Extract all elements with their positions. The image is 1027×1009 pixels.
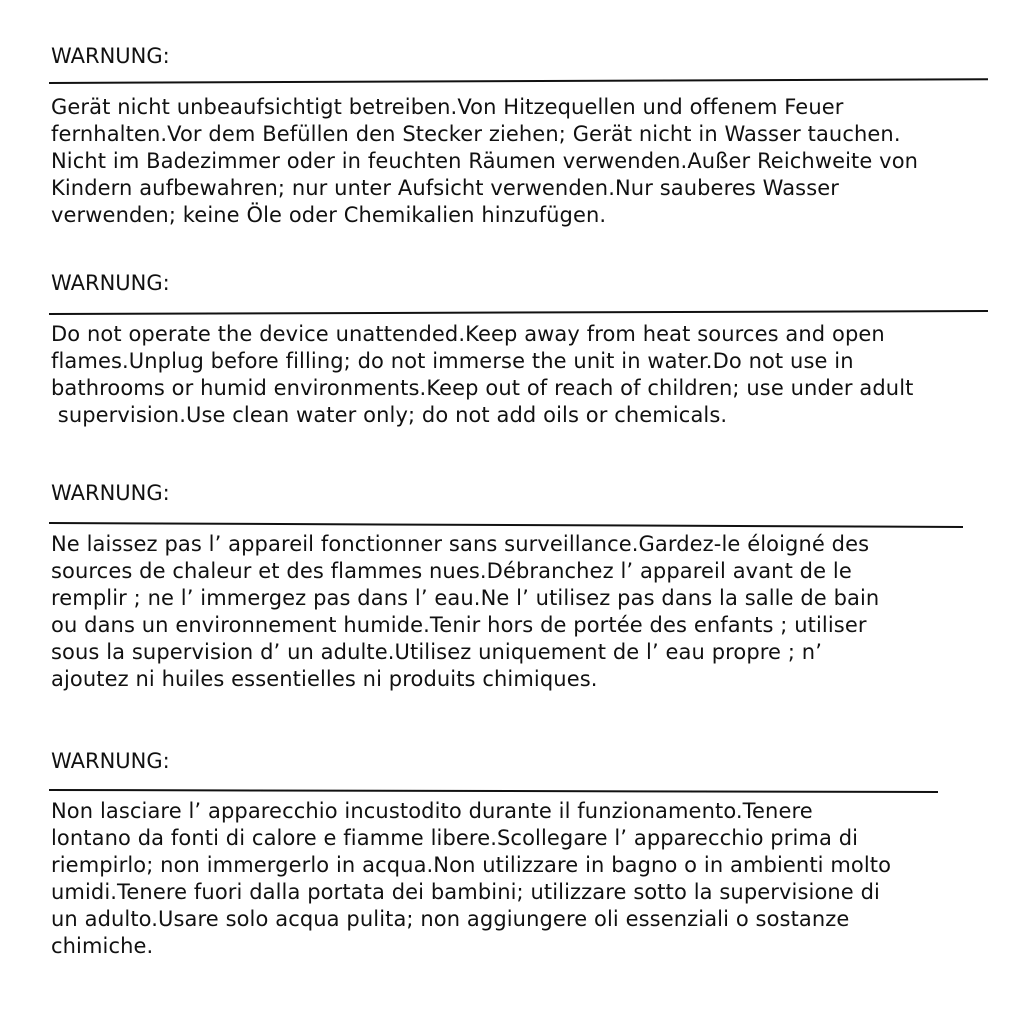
warning-heading: WARNUNG: — [51, 749, 170, 773]
divider-line — [49, 522, 963, 528]
warning-text — [51, 321, 913, 429]
text-line: sous la supervision d’ un adulte.Utilisez uniquement de l’ eau propre ; n’ — [51, 640, 822, 664]
text-line: umidi.Tenere fuori dalla portata dei bambini; utilizzare sotto la supervisione di — [51, 880, 880, 904]
text-line: Non lasciare l’ apparecchio incustodito durante il funzionamento.Tenere — [51, 799, 813, 823]
divider-line — [49, 78, 988, 84]
warning-heading: WARNUNG: — [51, 44, 170, 68]
text-line: supervision.Use clean water only; do not add oils or chemicals. — [51, 403, 728, 427]
warning-heading: WARNUNG: — [51, 271, 170, 295]
warning-heading: WARNUNG: — [51, 481, 170, 505]
warning-text — [51, 94, 918, 229]
text-line: ou dans un environnement humide.Tenir hors de portée des enfants ; utiliser — [51, 613, 867, 637]
text-line: bathrooms or humid environments.Keep out of reach of children; use under adult — [51, 376, 914, 400]
warning-text — [51, 798, 891, 960]
text-line: fernhalten.Vor dem Befüllen den Stecker ziehen; Gerät nicht in Wasser tauchen. — [51, 122, 901, 146]
text-line: lontano da fonti di calore e fiamme libere.Scollegare l’ apparecchio prima di — [51, 826, 859, 850]
text-line: Nicht im Badezimmer oder in feuchten Räumen verwenden.Außer Reichweite von — [51, 149, 919, 173]
text-line: Ne laissez pas l’ appareil fonctionner sans surveillance.Gardez-le éloigné des — [51, 532, 870, 556]
text-line: sources de chaleur et des flammes nues.Débranchez l’ appareil avant de le — [51, 559, 852, 583]
text-line: riempirlo; non immergerlo in acqua.Non utilizzare in bagno o in ambienti molto — [51, 853, 892, 877]
text-line: Kindern aufbewahren; nur unter Aufsicht verwenden.Nur sauberes Wasser — [51, 176, 840, 200]
warning-text — [51, 531, 879, 693]
divider-line — [49, 310, 988, 315]
text-line: flames.Unplug before filling; do not immerse the unit in water.Do not use in — [51, 349, 854, 373]
text-line: Gerät nicht unbeaufsichtigt betreiben.Von Hitzequellen und offenem Feuer — [51, 95, 844, 119]
text-line: remplir ; ne l’ immergez pas dans l’ eau.Ne l’ utilisez pas dans la salle de bain — [51, 586, 880, 610]
text-line: chimiche. — [51, 934, 154, 958]
text-line: Do not operate the device unattended.Keep away from heat sources and open — [51, 322, 885, 346]
divider-line — [49, 789, 938, 793]
text-line: un adulto.Usare solo acqua pulita; non aggiungere oli essenziali o sostanze — [51, 907, 850, 931]
text-line: ajoutez ni huiles essentielles ni produits chimiques. — [51, 667, 598, 691]
text-line: verwenden; keine Öle oder Chemikalien hinzufügen. — [51, 203, 607, 227]
